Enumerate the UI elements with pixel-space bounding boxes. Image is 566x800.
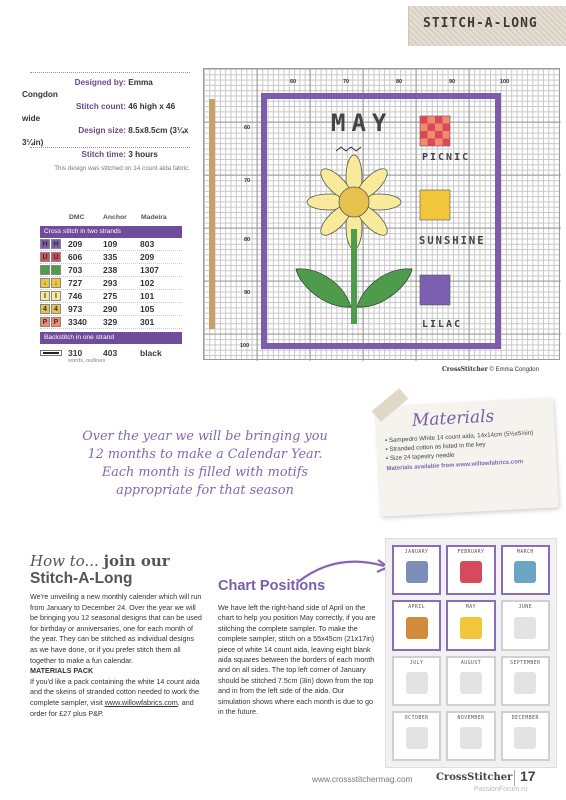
footer-url[interactable]: www.crossstitchermag.com — [312, 774, 413, 784]
sampler-motif — [460, 727, 482, 749]
info-divider-bottom — [30, 147, 190, 148]
quote-line-3: Each month is filled with motifs — [101, 465, 309, 480]
design-info — [22, 77, 190, 175]
sampler-motif — [514, 561, 536, 583]
key-symbol — [40, 265, 62, 275]
key-dmc: 727 — [68, 278, 83, 288]
key-col-dmc: DMC — [69, 214, 85, 221]
materials-availability: Materials available from www.willowfabrics.com — [386, 459, 524, 473]
key-madeira: 1307 — [140, 265, 159, 275]
sampler-month-june — [501, 600, 550, 650]
sampler-month-september — [501, 656, 550, 706]
sampler-motif — [406, 561, 428, 583]
howto-title-bold: join our — [103, 552, 170, 570]
key-swatch: 4 — [51, 304, 61, 314]
sampler-month-april — [392, 600, 441, 650]
key-swatch — [51, 265, 61, 275]
materials-card — [375, 397, 559, 516]
howto-title-line-2: Stitch-A-Long — [30, 570, 133, 587]
materials-item: • Sampedro White 14 count aida, 14x14cm (5½x5½in) — [385, 428, 547, 445]
key-swatch: H — [40, 239, 50, 249]
key-swatch: ↓ — [40, 278, 50, 288]
key-swatch: I — [51, 291, 61, 301]
cross-stitch-header: Cross stitch in two strands — [40, 226, 182, 238]
backstitch-note: words, outlines — [68, 358, 106, 364]
howto-title-italic: How to... — [30, 552, 99, 570]
sampler-motif — [406, 672, 428, 694]
key-anchor: 293 — [103, 278, 118, 288]
key-anchor: 238 — [103, 265, 118, 275]
chart-word-month: MAY — [331, 109, 393, 137]
sampler-month-november — [446, 711, 495, 761]
y-tick-70: 70 — [244, 178, 251, 184]
sampler-month-label: MAY — [465, 605, 477, 611]
sampler-month-label: SEPTEMBER — [510, 660, 541, 666]
sampler-motif — [460, 561, 482, 583]
key-madeira: 209 — [140, 252, 155, 262]
key-swatch: U — [51, 252, 61, 262]
sampler-month-label: JULY — [409, 660, 424, 666]
key-col-anchor: Anchor — [103, 214, 127, 221]
key-madeira: 101 — [140, 291, 155, 301]
key-dmc: 703 — [68, 265, 83, 275]
key-row — [40, 251, 182, 264]
howto-p2-text: If you'd like a pack containing the white 14 count aida and the skeins of stranded cotton needed to work the complete sampler, visit — [30, 676, 200, 707]
key-dmc: 209 — [68, 239, 83, 249]
chart-word-lilac: LILAC — [422, 319, 463, 330]
key-madeira: 301 — [140, 317, 155, 327]
key-madeira: 102 — [140, 278, 155, 288]
key-anchor: 275 — [103, 291, 118, 301]
materials-item: • Stranded cotton as listed in the key — [385, 437, 547, 454]
sampler-month-may — [446, 600, 495, 650]
willow-fabrics-link[interactable]: www.willowfabrics.com — [104, 697, 178, 707]
key-symbol — [40, 304, 62, 314]
key-row — [40, 277, 182, 290]
sampler-month-march — [501, 545, 550, 595]
curved-arrow-icon — [296, 556, 396, 586]
intro-quote — [60, 428, 350, 500]
key-swatch: ↓ — [51, 278, 61, 288]
sampler-motif — [514, 727, 536, 749]
key-anchor: 329 — [103, 317, 118, 327]
key-rows — [40, 238, 182, 329]
key-swatch: P — [51, 317, 61, 327]
quote-line-2: 12 months to make a Calendar Year. — [87, 447, 323, 462]
chart-word-picnic: PICNIC — [422, 152, 471, 163]
key-swatch — [40, 265, 50, 275]
key-swatch: U — [40, 252, 50, 262]
sampler-month-january — [392, 545, 441, 595]
sampler-month-label: FEBRUARY — [457, 550, 485, 555]
calendar-sampler — [385, 538, 557, 768]
key-symbol — [40, 291, 62, 301]
howto-paragraph-1: We're unveiling a new monthly calender which will run from January to December 24. Over the year we will be bringing you 12 seasonal designs that can be used for birthday or anniversaries, one for each month of the year. They can be stitched as individual designs as we have done, or if you prefer stitch them all together to make a fun calendar. — [30, 592, 202, 665]
materials-item: • Size 24 tapestry needle — [386, 446, 548, 463]
howto-body — [30, 592, 202, 719]
thread-key — [40, 214, 182, 364]
key-dmc: 746 — [68, 291, 83, 301]
y-tick-90: 90 — [244, 290, 251, 296]
sampler-month-october — [392, 711, 441, 761]
x-tick-90: 90 — [449, 79, 456, 85]
key-symbol — [40, 239, 62, 249]
key-anchor: 109 — [103, 239, 118, 249]
y-tick-100: 100 — [240, 343, 250, 349]
key-dmc: 3340 — [68, 317, 87, 327]
y-tick-60: 60 — [244, 125, 251, 131]
quote-line-1: Over the year we will be bringing you — [82, 429, 328, 444]
key-row — [40, 303, 182, 316]
quote-line-4: appropriate for that season — [116, 483, 294, 498]
sampler-motif — [406, 727, 428, 749]
key-symbol — [40, 317, 62, 327]
sampler-month-august — [446, 656, 495, 706]
design-size-value: 8.5x8.5cm (3¼x 3¼in) — [22, 126, 189, 147]
sampler-month-label: OCTOBER — [404, 715, 429, 721]
fabric-note: This design was stitched on 14 count aida fabric. — [54, 165, 190, 172]
x-tick-100: 100 — [500, 79, 510, 85]
key-symbol — [40, 252, 62, 262]
key-column-headers — [40, 214, 182, 226]
chart-positions-body: We have left the right-hand side of April on the chart to help you position May correctly, if you are stitching the complete sampler. To make the complete sampler, stitch on a 55x45cm (21x17in) piece of white 14 count aida, leaving eight blank aida squares between the borders of each month and on all sides. The top left corner of January should be stitched 7.5cm (3in) down from the top and in from the left side of the aida. Our simulation shows where each month is due to go in the future. — [218, 603, 376, 717]
sampler-month-december — [501, 711, 550, 761]
info-divider-top — [30, 72, 190, 73]
key-anchor: 335 — [103, 252, 118, 262]
key-dmc: 606 — [68, 252, 83, 262]
stitch-time-label: Stitch time: — [81, 150, 126, 159]
backstitch-header: Backstitch in one strand — [40, 332, 182, 344]
backstitch-madeira: black — [140, 348, 162, 358]
sampler-motif — [514, 672, 536, 694]
materials-title: Materials — [411, 406, 495, 431]
chart-credit — [442, 366, 539, 373]
sampler-motif — [514, 617, 536, 639]
key-dmc: 973 — [68, 304, 83, 314]
page-number: 17 — [520, 768, 536, 784]
y-tick-80: 80 — [244, 237, 251, 243]
sampler-month-july — [392, 656, 441, 706]
design-size-label: Design size: — [78, 126, 126, 135]
materials-list — [385, 428, 548, 463]
chart-credit-name: © Emma Congdon — [489, 367, 539, 373]
section-label: STITCH-A-LONG — [423, 16, 538, 31]
key-col-madeira: Madeira — [141, 214, 167, 221]
sampler-month-label: APRIL — [408, 605, 426, 611]
sampler-motif — [460, 617, 482, 639]
footer-separator — [514, 770, 515, 786]
watermark: PassionForum.ru — [474, 786, 528, 793]
section-tab — [408, 6, 566, 46]
key-anchor: 290 — [103, 304, 118, 314]
backstitch-dmc: 310 — [68, 348, 83, 358]
footer-brand: CrossStitcher — [436, 772, 513, 783]
howto-paragraph-2 — [30, 677, 202, 719]
sampler-month-label: MARCH — [516, 550, 534, 555]
chart-word-sunshine: SUNSHINE — [419, 235, 486, 247]
sampler-month-february — [446, 545, 495, 595]
key-row — [40, 238, 182, 251]
chart-positions-title: Chart Positions — [218, 578, 326, 594]
x-tick-70: 70 — [343, 79, 350, 85]
sampler-month-label: AUGUST — [460, 660, 482, 666]
sampler-motif — [406, 617, 428, 639]
sampler-month-label: NOVEMBER — [457, 715, 485, 721]
key-swatch: I — [40, 291, 50, 301]
key-row — [40, 316, 182, 329]
cross-stitch-chart — [203, 68, 560, 373]
materials-pack-title: MATERIALS PACK — [30, 666, 94, 676]
sampler-month-label: JUNE — [518, 605, 533, 611]
backstitch-swatch — [40, 350, 62, 356]
x-tick-80: 80 — [396, 79, 403, 85]
sampler-month-label: JANUARY — [404, 550, 429, 555]
key-row — [40, 264, 182, 277]
x-tick-60: 60 — [290, 79, 297, 85]
key-swatch: P — [40, 317, 50, 327]
sampler-month-label: DECEMBER — [511, 715, 539, 721]
designed-by-label: Designed by: — [74, 78, 126, 87]
stitch-count-value: 46 high x 46 wide — [22, 102, 176, 123]
key-madeira: 105 — [140, 304, 155, 314]
key-symbol — [40, 278, 62, 288]
backstitch-anchor: 403 — [103, 348, 118, 358]
key-madeira: 803 — [140, 239, 155, 249]
key-swatch: 4 — [40, 304, 50, 314]
chart-credit-brand: CrossStitcher — [442, 366, 488, 373]
howto-title-line-1 — [30, 552, 170, 570]
key-row — [40, 290, 182, 303]
stitch-count-label: Stitch count: — [75, 102, 126, 111]
stitch-time-value: 3 hours — [128, 150, 158, 159]
sampler-motif — [460, 672, 482, 694]
designed-by-value: Emma Congdon — [22, 78, 153, 99]
howto-p2-tail: , and order for £27 plus P&P. — [30, 697, 194, 718]
key-swatch: H — [51, 239, 61, 249]
